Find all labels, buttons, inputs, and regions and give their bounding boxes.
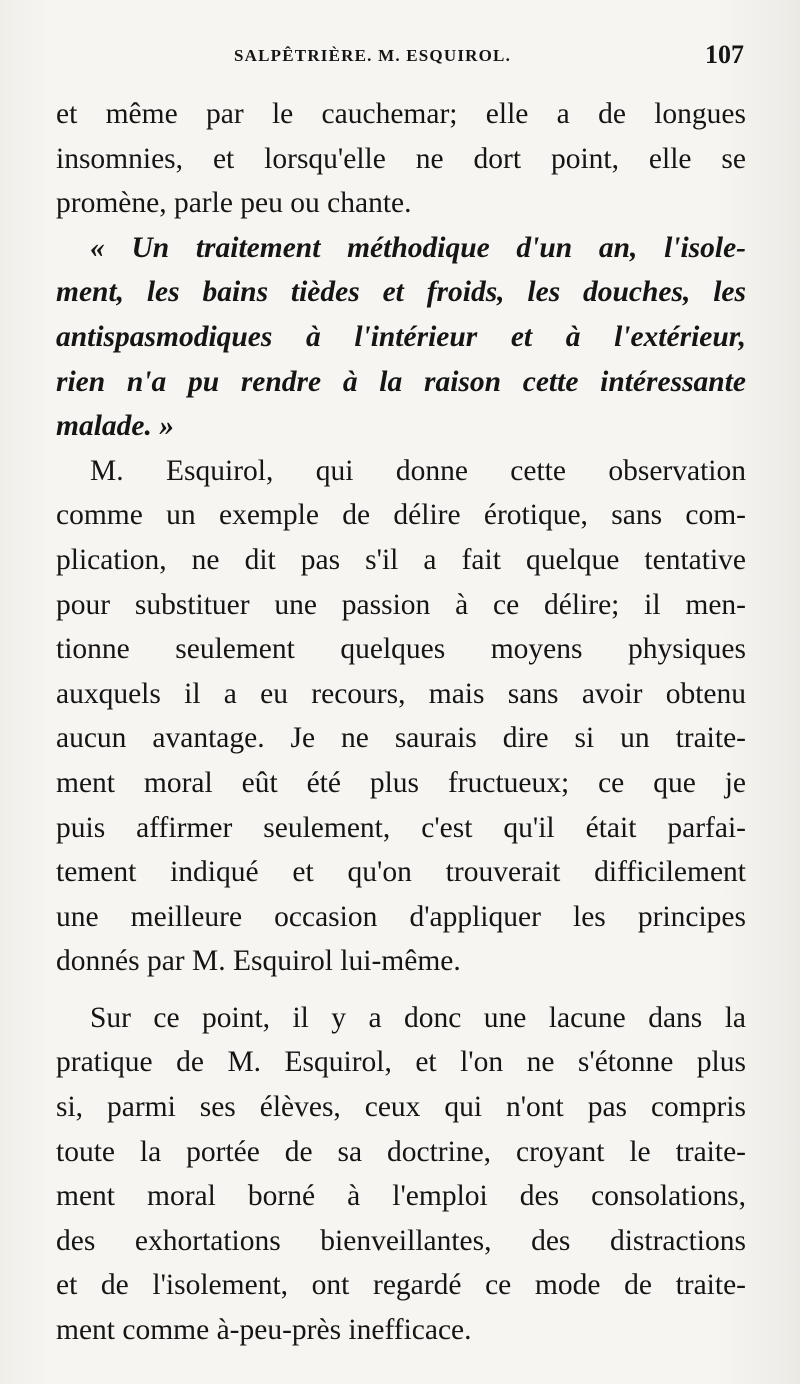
text-line: pour substituer une passion à ce délire; il men-	[56, 588, 746, 621]
text-line: aucun avantage. Je ne saurais dire si un traite-	[56, 722, 746, 755]
text-line: insomnies, et lorsqu'elle ne dort point, elle se	[56, 142, 746, 175]
text-line: des exhortations bienveillantes, des distractions	[56, 1224, 746, 1257]
text-line: ment, les bains tièdes et froids, les douches, les	[56, 276, 746, 309]
text-line: si, parmi ses élèves, ceux qui n'ont pas compris	[56, 1091, 746, 1124]
text-line: et de l'isolement, ont regardé ce mode de traite-	[56, 1269, 746, 1302]
paragraph-2	[56, 449, 746, 984]
text-line: ment moral eût été plus fructueux; ce que je	[56, 766, 746, 799]
text-line: rien n'a pu rendre à la raison cette intéressante	[56, 365, 746, 398]
page-header	[234, 40, 744, 76]
text-line: tement indiqué et qu'on trouverait difficilement	[56, 856, 746, 889]
running-head: SALPÊTRIÈRE. M. ESQUIROL.	[234, 46, 512, 65]
text-line: ment comme à-peu-près inefficace.	[56, 1314, 472, 1347]
text-line: « Un traitement méthodique d'un an, l'isole-	[90, 231, 746, 264]
text-line: une meilleure occasion d'appliquer les principes	[56, 900, 746, 933]
text-line: promène, parle peu ou chante.	[56, 187, 412, 220]
text-line: auxquels il a eu recours, mais sans avoir obtenu	[56, 677, 746, 710]
text-line: puis affirmer seulement, c'est qu'il était parfai-	[56, 811, 746, 844]
text-line: Sur ce point, il y a donc une lacune dans la	[90, 1001, 746, 1034]
text-line: malade. »	[56, 410, 174, 443]
text-line: toute la portée de sa doctrine, croyant le traite-	[56, 1135, 746, 1168]
text-line: tionne seulement quelques moyens physiques	[56, 633, 746, 666]
text-line: antispasmodiques à l'intérieur et à l'extérieur,	[56, 320, 746, 353]
text-line: donnés par M. Esquirol lui-même.	[56, 945, 461, 978]
paragraph-1	[56, 92, 746, 226]
text-line: et même par le cauchemar; elle a de longues	[56, 98, 746, 130]
text-line: pratique de M. Esquirol, et l'on ne s'étonne plus	[56, 1046, 746, 1079]
paragraph-spacer	[56, 984, 746, 996]
page-number: 107	[705, 40, 744, 69]
quotation	[56, 226, 746, 449]
paragraph-3	[56, 996, 746, 1353]
text-line: ment moral borné à l'emploi des consolations,	[56, 1180, 746, 1213]
text-line: M. Esquirol, qui donne cette observation	[90, 454, 746, 487]
text-line: comme un exemple de délire érotique, sans com-	[56, 499, 746, 532]
text-line: plication, ne dit pas s'il a fait quelque tentative	[56, 543, 746, 576]
body-text	[56, 92, 746, 1353]
